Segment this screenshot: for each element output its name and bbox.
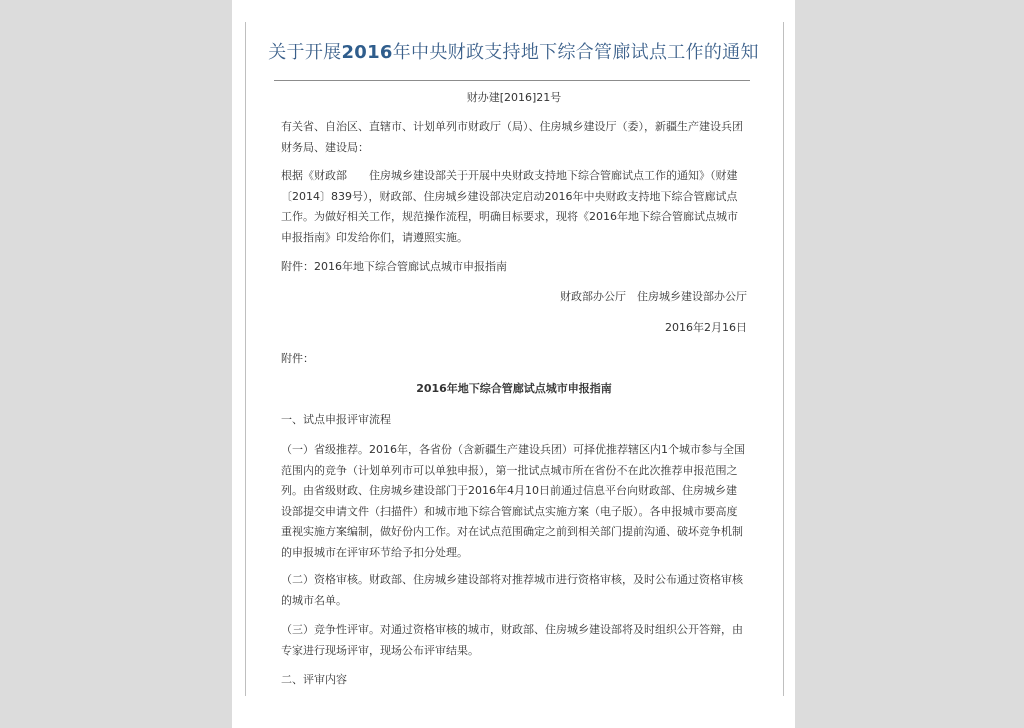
guide-title: 2016年地下综合管廊试点城市申报指南 [416, 382, 612, 395]
guide-paragraph-2: （二）资格审核。财政部、住房城乡建设部将对推荐城市进行资格审核，及时公布通过资格审核的城市名单。 [281, 573, 743, 607]
document-number: 财办建[2016]21号 [466, 91, 562, 104]
page-border-right [783, 22, 784, 696]
section-2-heading: 二、评审内容 [281, 673, 347, 686]
issue-date: 2016年2月16日 [665, 321, 747, 334]
body-paragraph-1: 根据《财政部 住房城乡建设部关于开展中央财政支持地下综合管廊试点工作的通知》（财建〔2014〕839号），财政部、住房城乡建设部决定启动2016年中央财政支持地下综合管廊试点工作。为做好相关工作，规范操作流程，明确目标要求，现将《2016年地下综合管廊试点城市申报指南》印发给你们，请遵照实施。 [281, 169, 738, 244]
guide-paragraph-1: （一）省级推荐。2016年，各省份（含新疆生产建设兵团）可择优推荐辖区内1个城市参与全国范围内的竞争（计划单列市可以单独申报），第一批试点城市所在省份不在此次推荐申报范围之列。由省级财政、住房城乡建设部门于2016年4月10日前通过信息平台向财政部、住房城乡建设部提交申请文件（扫描件）和城市地下综合管廊试点实施方案（电子版）。各申报城市要高度重视实施方案编制，做好份内工作。对在试点范围确定之前到相关部门提前沟通、破坏竞争机制的申报城市在评审环节给予扣分处理。 [281, 443, 745, 559]
document-page [232, 0, 795, 728]
issuer: 财政部办公厅 住房城乡建设部办公厅 [560, 290, 747, 303]
document-title: 关于开展2016年中央财政支持地下综合管廊试点工作的通知 [268, 42, 759, 63]
title-divider [274, 80, 750, 81]
page-border-left [245, 22, 246, 696]
guide-paragraph-3: （三）竞争性评审。对通过资格审核的城市，财政部、住房城乡建设部将及时组织公开答辩，由专家进行现场评审，现场公布评审结果。 [281, 623, 743, 657]
addressee: 有关省、自治区、直辖市、计划单列市财政厅（局）、住房城乡建设厅（委），新疆生产建设兵团财务局、建设局： [281, 120, 743, 154]
attachment-line: 附件：2016年地下综合管廊试点城市申报指南 [281, 260, 507, 273]
attachment-label: 附件： [281, 352, 314, 365]
section-1-heading: 一、试点申报评审流程 [281, 413, 391, 426]
